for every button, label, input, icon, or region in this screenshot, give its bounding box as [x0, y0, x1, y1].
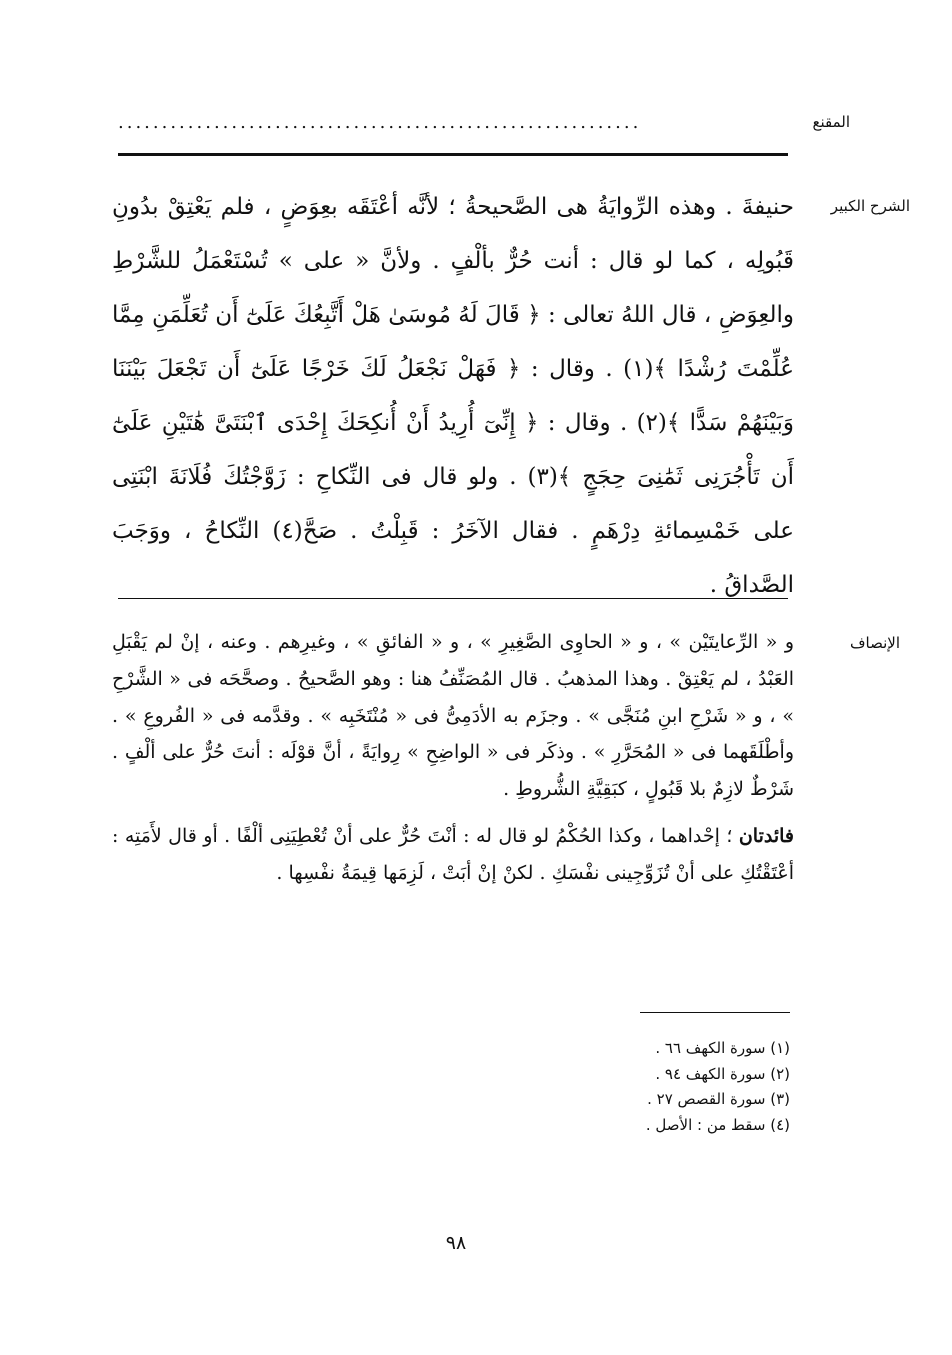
section-divider [118, 598, 788, 599]
footnote-3: (٣) سورة القصص ٢٧ . [647, 1090, 790, 1108]
page-number: ٩٨ [445, 1232, 467, 1254]
insaf-paragraph-2-lead: فائدتان [738, 824, 794, 847]
footnote-1: (١) سورة الكهف ٦٦ . [655, 1039, 790, 1057]
running-header-label: المقنع [812, 113, 850, 131]
footnotes [490, 1036, 790, 1138]
insaf-paragraph-2 [112, 818, 794, 892]
insaf-paragraph-2-body: ؛ إحْداهما ، وكذا الحُكْمُ لو قال له : أنْتَ حُرٌّ على أنْ تُعْطِيَنِى ألْفًا . أو قال لأَمَتِه : أعْتَقْتُكِ على أنْ تُزَوِّجِينى نفْسَكِ . لكنْ إنْ أبَتْ ، لَزِمَها قِيمَةُ نفْسِها . [112, 824, 794, 884]
footnote-4: (٤) سقط من : الأصل . [645, 1115, 790, 1134]
sharh-main-text: حنيفةَ . وهذه الرِّوايَةُ هى الصَّحيحةُ ؛ لأنَّه أعْتَقَه بعِوَضٍ ، فلم يَعْتِقْ بدُونِ قَبُولِه ، كما لو قال : أنت حُرٌّ بألْفٍ . ولأنَّ « على » تُسْتَعْمَلُ للشَّرْطِ والعِوَضِ ، قال اللهُ تعالى : ﴿ قَالَ لَهُ مُوسَىٰ هَلْ أَتَّبِعُكَ عَلَىٰٓ أَن تُعَلِّمَنِ مِمَّا عُلِّمْتَ رُشْدًا ﴾(١) . وقال : ﴿ فَهَلْ نَجْعَلُ لَكَ خَرْجًا عَلَىٰٓ أَن تَجْعَلَ بَيْنَنَا وَبَيْنَهُمْ سَدًّا ﴾(٢) . وقال : ﴿ إِنِّىٓ أُرِيدُ أَنْ أُنكِحَكَ إِحْدَى ٱبْنَتَىَّ هَٰتَيْنِ عَلَىٰٓ أَن تَأْجُرَنِى ثَمَٰنِىَ حِجَجٍ ﴾(٣) . ولو قال فى النِّكاحِ : زَوَّجْتُكَ فُلَانَةَ ابْنَتِى على خَمْسِمائةِ دِرْهَمٍ . فقال الآخَرُ : قَبِلْتُ . صَحَّ(٤) النِّكاحُ ، ووَجَبَ الصَّداقُ . [112, 194, 795, 598]
sharh-section-label: الشرح الكبير [830, 197, 910, 215]
footnote-rule [640, 1012, 790, 1013]
footnote-2: (٢) سورة الكهف ٩٤ . [655, 1064, 790, 1083]
header-rule [118, 153, 788, 156]
insaf-section-label: الإنصاف [849, 634, 900, 652]
header-dotted-leader: ............................................................ [118, 112, 642, 132]
insaf-text-block [112, 624, 794, 892]
insaf-paragraph-1: و « الرِّعايتَيْن » ، و « الحاوِى الصَّغِيرِ » ، و « الفائقِ » ، وغيرِهم . وعنه ، إنْ لم يَقْبَلِ العَبْدُ ، لم يَعْتِقْ . وهذا المذهبُ . قال المُصَنِّفُ هنا : وهو الصَّحيحُ . وصحَّحَه فى « الشَّرْحِ » ، و « شَرْحِ ابنِ مُنَجَّى » . وجزَم به الأدَمِىُّ فى « مُنْتَخَبِه » . وقدَّمه فى « الفُروعِ » . وأطْلَقَهما فى « المُحَرَّرِ » . وذكَر فى « الواضِحِ » رِوايَةً ، أنَّ قوْلَه : أنتَ حُرٌّ على ألْفٍ . شَرْطٌ لازِمٌ بلا قَبُولٍ ، كبَقِيَّةِ الشُّروطِ . [112, 631, 794, 801]
